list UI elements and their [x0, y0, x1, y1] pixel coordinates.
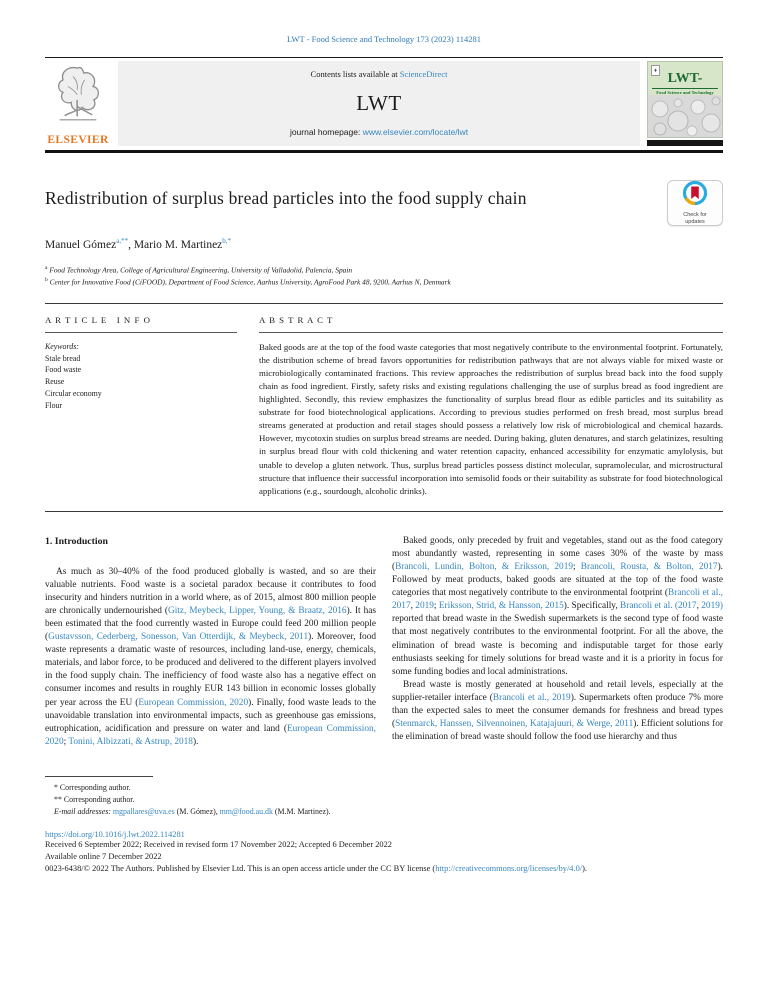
journal-citation: LWT - Food Science and Technology 173 (2023) 114281	[286, 34, 482, 44]
elsevier-wordmark: ELSEVIER	[47, 134, 109, 146]
citation-link[interactable]: European Commission, 2020	[45, 723, 377, 747]
citation-link[interactable]: Gitz, Meybeck, Lipper, Young, & Braatz, 2016	[168, 605, 347, 616]
article-info-heading: A R T I C L E I N F O	[45, 314, 151, 325]
citation-link[interactable]: Gustavsson, Cederberg, Sonesson, Van Otterdijk, & Meybeck, 2011	[48, 632, 309, 643]
email-link[interactable]: mm@food.au.dk	[219, 806, 273, 816]
citation-link[interactable]: http://creativecommons.org/licenses/by/4.0/	[435, 863, 583, 873]
corresponding-author-note: ** Corresponding author.	[54, 794, 135, 804]
citation-link[interactable]: Brancoli et al. (2017	[620, 601, 697, 612]
citation-link[interactable]: Brancoli, Rousta, & Bolton, 2017	[580, 562, 718, 573]
check-for-updates-badge[interactable]	[667, 180, 723, 226]
cover-subtitle: Food Science and Technology	[652, 88, 718, 97]
received-dates: Received 6 September 2022; Received in revised form 17 November 2022; Accepted 6 December 2022	[45, 839, 392, 849]
article-title: Redistribution of surplus bread particles into the food supply chain	[45, 188, 527, 208]
sciencedirect-link[interactable]: ScienceDirect	[399, 69, 448, 79]
keyword: Circular economy	[45, 389, 102, 399]
corresponding-author-note: * Corresponding author.	[54, 782, 131, 792]
author-affil-sup[interactable]: a,**	[116, 237, 129, 245]
journal-cover-thumbnail[interactable]	[647, 61, 723, 146]
citation-link[interactable]: 2019)	[701, 601, 723, 612]
elsevier-logo[interactable]	[45, 61, 111, 146]
cover-microscopy-image	[648, 95, 722, 137]
abstract-heading: A B S T R A C T	[259, 314, 334, 325]
journal-header-banner	[45, 57, 723, 153]
affiliation-line: $^a$ Food Technology Area, College of Agricultural Engineering, University of Valladolid, Palencia, Spain	[45, 264, 353, 275]
available-online: Available online 7 December 2022	[45, 851, 162, 861]
body-paragraph: Bread waste is mostly generated at household and retail levels, especially at the supplier-retailer interface (Brancoli et al., 2019). Supermarkets often produce 7% more than the expected sales to meet the consumer demands for freshness and bread types (Stenmarck, Hanssen, Silvennoinen, Katajajuuri, & Werge, 2011). Efficient solutions for the elimination of bread waste should follow the food use hierarchy and thus	[392, 679, 723, 743]
footnotes	[45, 776, 723, 818]
check-for-updates-label: Check for updates	[683, 212, 707, 225]
cover-title: LWT-	[667, 71, 703, 86]
body-paragraph: Baked goods, only preceded by fruit and vegetables, stand out as the food category most abundantly wasted, representing in some cases 30% of the waste by mass (Brancoli, Lundin, Bolton, & Eriksson, 2019; Brancoli, Rousta, & Bolton, 2017). Followed by meat products, baked goods are situated at the top of the food waste categories that most negatively contribute to the environmental footprint (Brancoli et al., 2017, 2019; Eriksson, Strid, & Hansson, 2015). Specifically, Brancoli et al. (2017, 2019) reported that bread waste in the Swedish supermarkets is the second type of food waste that most negatively contributes to the environmental footprint. For all the above, the elimination of bread waste is becoming and indisputable target for those early enthusiasts seeking for timely solutions for bread waste and it is a priority in focus for some funding bodies and local administrations.	[392, 535, 723, 677]
keyword: Stale bread	[45, 353, 81, 363]
doi-link[interactable]: https://doi.org/10.1016/j.lwt.2022.114281	[45, 829, 185, 839]
journal-name: LWT	[356, 90, 402, 115]
author-line: Manuel Gómez$^{a,**}$, Mario M. Martinez$^{b,*}$	[45, 237, 232, 251]
citation-link[interactable]: Stenmarck, Hanssen, Silvennoinen, Katajajuuri, & Werge, 2011	[395, 719, 634, 730]
author-affil-sup[interactable]: b,*	[222, 237, 232, 245]
abstract-text: Baked goods are at the top of the food waste categories that most negatively contribute to the environmental footprint. Fortunately, the distribution scheme of bread favors opportunities for redistribution pathways that are not always viable for mixed waste or microbiologically contaminated fractions. This review approaches the redistribution of surplus bread back into the food supply chain as food ingredient. Firstly, safety risks and existing regulations challenging the use of surplus bread as food ingredient are highlighted. Secondly, this review emphasizes the functionality of surplus bread flour as edible particles and its suitability as substrate for food biotechnological applications. According to previous studies performed on fresh bread, most surplus bread streams generated at production and retail stages should possess a relatively low risk of microbiological and chemical hazards. However, mycotoxin studies on surplus bread streams are needed. During baking, gluten denatures, and starch gelatinizes, resulting in surplus bread flour with cold thickening and water retention capacity, enhanced accessibility for enzymatic amylolysis, but unable to develop a gluten network. Thus, surplus bread particles possess distinct molecular, supramolecular, and microstructural structure that influence their successful incorporation into semisolid foods or their suitability as substrate for food biotechnological applications (e.g., sourdough, alcoholic drinks).	[259, 341, 723, 496]
keyword: Flour	[45, 401, 63, 410]
abstract-column	[259, 315, 723, 498]
body-paragraph: As much as 30–40% of the food produced globally is wasted, and so are their valuable nutrients. Food waste is a societal paradox because it contributes to food insecurity and hinders nutrition in a world where, as of 2015, almost 800 million people are chronically undernourished (Gitz, Meybeck, Lipper, Young, & Braatz, 2016). It has been estimated that the food currently wasted in Europe could feed 200 million people (Gustavsson, Cederberg, Sonesson, Van Otterdijk, & Meybeck, 2011). Moreover, food waste represents a dramatic waste of resources, including land-use, energy, chemicals, materials, and labor force, to be produced and delivered to the different players involved in the food supply chain. The inefficiency of food waste also has a negative effect on consumer incomes and results in roughly EUR 143 billion in economic losses globally per year across the EU (European Commission, 2020). Finally, food waste leads to the unavoidable translation into environmental impacts, such as greenhouse gas emissions, eutrophication, acidification and pressure on water and land (European Commission, 2020; Tonini, Albizzati, & Astrup, 2018).	[45, 566, 377, 747]
keywords-label: Keywords:	[45, 341, 79, 351]
cover-elsevier-mini-logo: ♦	[651, 65, 660, 76]
article-info-rule	[45, 332, 237, 333]
article-info-column	[45, 315, 237, 498]
issn-license-line: 0023-6438/© 2022 The Authors. Published by Elsevier Ltd. This is an open access article under the CC BY license (http://creativecommons.org/licenses/by/4.0/).	[45, 863, 587, 873]
keyword: Food waste	[45, 365, 82, 375]
article-info-abstract-section	[45, 303, 723, 498]
citation-link[interactable]: Brancoli, Lundin, Bolton, & Eriksson, 2019	[395, 562, 573, 573]
article-body	[45, 511, 723, 749]
check-for-updates-icon	[682, 180, 708, 211]
citation-link[interactable]: 2019	[415, 601, 434, 612]
affiliation-line: $^b$ Center for Innovative Food (CiFOOD), Department of Food Science, Aarhus University, AgroFood Park 48, 9200, Aarhus N, Denmark	[45, 276, 451, 287]
citation-link[interactable]: Brancoli et al., 2019	[492, 692, 571, 703]
affiliations	[45, 264, 723, 288]
homepage-line: journal homepage: www.elsevier.com/locate/lwt	[289, 127, 469, 137]
author-name: Manuel Gómez	[45, 238, 117, 251]
body-right-column	[392, 535, 723, 749]
journal-homepage-link[interactable]: www.elsevier.com/locate/lwt	[362, 127, 469, 137]
email-link[interactable]: mgpallares@uva.es	[112, 806, 175, 816]
journal-masthead	[118, 61, 640, 146]
citation-link[interactable]: European Commission, 2020	[138, 697, 249, 708]
citation-link[interactable]: Brancoli et al., 2017	[392, 588, 723, 612]
elsevier-tree-icon	[53, 63, 103, 130]
footnote-divider	[45, 776, 153, 777]
citation-link[interactable]: Eriksson, Strid, & Hansson, 2015	[438, 601, 564, 612]
body-left-column	[45, 535, 376, 749]
email-addresses-line: E-mail addresses: mgpallares@uva.es (M. Gómez), mm@food.au.dk (M.M. Martinez).	[54, 806, 331, 816]
author-name: Mario M. Martinez	[133, 238, 223, 251]
keyword: Reuse	[45, 377, 65, 387]
abstract-rule	[259, 332, 723, 333]
contents-line: Contents lists available at ScienceDirect	[310, 69, 448, 79]
citation-link[interactable]: Tonini, Albizzati, & Astrup, 2018	[68, 736, 193, 747]
cover-bottom-bar	[647, 140, 723, 146]
keywords-block	[45, 341, 237, 412]
section-heading-introduction: 1. Introduction	[45, 535, 108, 547]
